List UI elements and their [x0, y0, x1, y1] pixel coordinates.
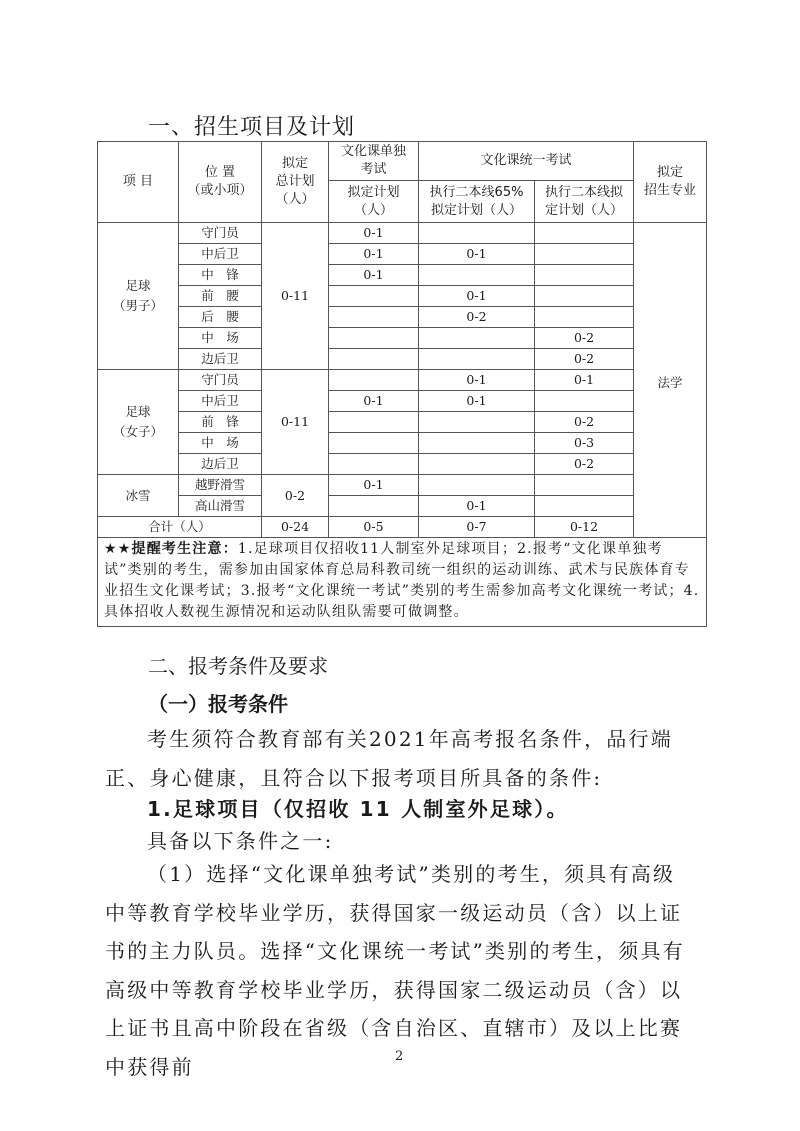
header-position-sub: （或小项）: [187, 183, 253, 198]
line65-plan-cell: [419, 412, 535, 433]
line-plan-cell: [535, 475, 634, 496]
totals-label: 合计（人）: [98, 517, 262, 538]
project-cell: [98, 475, 179, 517]
line-plan-cell: [535, 391, 634, 412]
line-plan-cell: 0-2: [535, 349, 634, 370]
line-plan-cell: 0-2: [535, 328, 634, 349]
line65-plan-cell: [419, 475, 535, 496]
single-plan-cell: 0-1: [329, 244, 419, 265]
single-plan-cell: 0-1: [329, 391, 419, 412]
table-row: [98, 307, 707, 328]
table-row: [98, 244, 707, 265]
project-cell: [98, 223, 179, 370]
notice-prefix: ★★提醒考生注意：: [104, 541, 238, 557]
header-project: 项 目: [98, 142, 179, 223]
header-single-plan: [329, 181, 419, 223]
item-football-heading: 1.足球项目（仅招收 11 人制室外足球）。: [147, 797, 569, 821]
single-plan-cell: 0-1: [329, 223, 419, 244]
item-football-condition-1: （1）选择“文化课单独考试”类别的考生，须具有高级中等教育学校毕业学历，获得国家一级运动员（含）以上证书的主力队员。选择“文化课统一考试”类别的考生，须具有高级中等教育学校毕业学历，获得国家二级运动员（含）以上证书且高中阶段在省级（含自治区、直辖市）及以上比赛中获得前: [105, 862, 685, 1079]
line65-plan-cell: 0-1: [419, 286, 535, 307]
single-plan-cell: [329, 349, 419, 370]
header-position-label: 位 置: [204, 165, 236, 180]
totals-line65: 0-7: [419, 517, 535, 538]
line65-plan-cell: [419, 328, 535, 349]
position-cell: 中 锋: [179, 265, 262, 286]
header-line-full-l1: 执行二本线拟: [545, 184, 624, 200]
totals-line: 0-12: [535, 517, 634, 538]
header-line65-l2: 拟定计划（人）: [430, 202, 522, 218]
line65-plan-cell: [419, 265, 535, 286]
line65-plan-cell: [419, 454, 535, 475]
position-cell: 边后卫: [179, 349, 262, 370]
totals-total: 0-24: [262, 517, 329, 538]
line-plan-cell: [535, 223, 634, 244]
position-cell: 中 场: [179, 433, 262, 454]
table-row: [98, 223, 707, 244]
line-plan-cell: 0-2: [535, 412, 634, 433]
header-major-l1: 拟定: [657, 165, 684, 180]
header-major: [634, 142, 707, 223]
header-single-exam-l2: 考试: [360, 162, 387, 178]
single-plan-cell: [329, 454, 419, 475]
header-line-full: [535, 181, 634, 223]
line65-plan-cell: 0-1: [419, 244, 535, 265]
position-cell: 高山滑雪: [179, 496, 262, 517]
line-plan-cell: [535, 307, 634, 328]
single-plan-cell: [329, 328, 419, 349]
header-total: [262, 142, 329, 223]
totals-single: 0-5: [329, 517, 419, 538]
table-row: [98, 265, 707, 286]
line-plan-cell: [535, 496, 634, 517]
project-sub: （女子）: [112, 424, 163, 439]
line-plan-cell: 0-3: [535, 433, 634, 454]
position-cell: 中后卫: [179, 244, 262, 265]
table-row: [98, 391, 707, 412]
table-row: [98, 286, 707, 307]
total-plan-cell: 0-11: [262, 223, 329, 370]
table-row: [98, 454, 707, 475]
single-plan-cell: [329, 412, 419, 433]
line-plan-cell: [535, 265, 634, 286]
paragraph-general-conditions: 考生须符合教育部有关2021年高考报名条件，品行端正、身心健康，且符合以下报考项目所具备的条件:: [105, 727, 673, 790]
header-total-l3: （人）: [275, 192, 315, 207]
section-title-enrollment-plan: 一、招生项目及计划: [148, 115, 356, 140]
project-name: 足球: [125, 278, 151, 293]
line65-plan-cell: 0-2: [419, 307, 535, 328]
line65-plan-cell: 0-1: [419, 496, 535, 517]
position-cell: 守门员: [179, 370, 262, 391]
single-plan-cell: 0-1: [329, 475, 419, 496]
header-single-plan-l1: 拟定计划: [347, 184, 400, 200]
total-plan-cell: 0-2: [262, 475, 329, 517]
header-total-l1: 拟定: [281, 156, 308, 171]
table-body: [98, 223, 707, 538]
header-position: [179, 142, 262, 223]
single-plan-cell: [329, 370, 419, 391]
table-row: [98, 496, 707, 517]
project-sub: （男子）: [112, 298, 163, 313]
line65-plan-cell: [419, 223, 535, 244]
single-plan-cell: [329, 433, 419, 454]
header-single-exam-l1: 文化课单独: [340, 144, 406, 160]
major-cell: 法学: [634, 223, 707, 538]
table-header-row: [98, 142, 707, 181]
page-number: 2: [395, 1049, 404, 1064]
line65-plan-cell: [419, 433, 535, 454]
position-cell: 前 腰: [179, 286, 262, 307]
position-cell: 边后卫: [179, 454, 262, 475]
position-cell: 守门员: [179, 223, 262, 244]
table-row: [98, 475, 707, 496]
position-cell: 前 锋: [179, 412, 262, 433]
position-cell: 中 场: [179, 328, 262, 349]
total-plan-cell: 0-11: [262, 370, 329, 475]
section-title-requirements: 二、报考条件及要求: [148, 654, 328, 678]
header-line65: [419, 181, 535, 223]
line65-plan-cell: [419, 349, 535, 370]
header-unified-exam: 文化课统一考试: [419, 142, 634, 181]
table-row: [98, 349, 707, 370]
line-plan-cell: [535, 286, 634, 307]
single-plan-cell: [329, 307, 419, 328]
single-plan-cell: [329, 286, 419, 307]
single-plan-cell: 0-1: [329, 265, 419, 286]
line-plan-cell: 0-1: [535, 370, 634, 391]
notice-text: 1.足球项目仅招收11人制室外足球项目；2.报考“文化课单独考试”类别的考生，需参加由国家体育总局科教司统一组织的运动训练、武术与民族体育专业招生文化课考试；3.报考“文化课统一考试”类别的考生需参加高考文化课统一考试；4.具体招收人数视生源情况和运动队组队需要可做调整。: [104, 541, 700, 620]
line65-plan-cell: 0-1: [419, 370, 535, 391]
table-row: [98, 328, 707, 349]
table-row: [98, 370, 707, 391]
position-cell: 越野滑雪: [179, 475, 262, 496]
line-plan-cell: [535, 244, 634, 265]
table-row: [98, 433, 707, 454]
enrollment-plan-table: [97, 141, 707, 538]
position-cell: 中后卫: [179, 391, 262, 412]
line-plan-cell: 0-2: [535, 454, 634, 475]
header-single-plan-l2: （人）: [353, 202, 393, 218]
header-single-exam: [329, 142, 419, 181]
header-line-full-l2: 定计划（人）: [545, 202, 624, 218]
project-cell: [98, 370, 179, 475]
single-plan-cell: [329, 496, 419, 517]
table-row: [98, 412, 707, 433]
notice-box: [97, 537, 707, 627]
header-line65-l1: 执行二本线65%: [429, 184, 524, 200]
header-total-l2: 总计划: [275, 174, 315, 189]
line65-plan-cell: 0-1: [419, 391, 535, 412]
project-name: 足球: [125, 404, 151, 419]
subsection-title-conditions: （一）报考条件: [148, 692, 288, 716]
header-major-l2: 招生专业: [644, 183, 697, 198]
item-football-intro: 具备以下条件之一:: [147, 829, 334, 853]
position-cell: 后 腰: [179, 307, 262, 328]
totals-row: [98, 517, 707, 538]
project-name: 冰雪: [125, 487, 151, 503]
